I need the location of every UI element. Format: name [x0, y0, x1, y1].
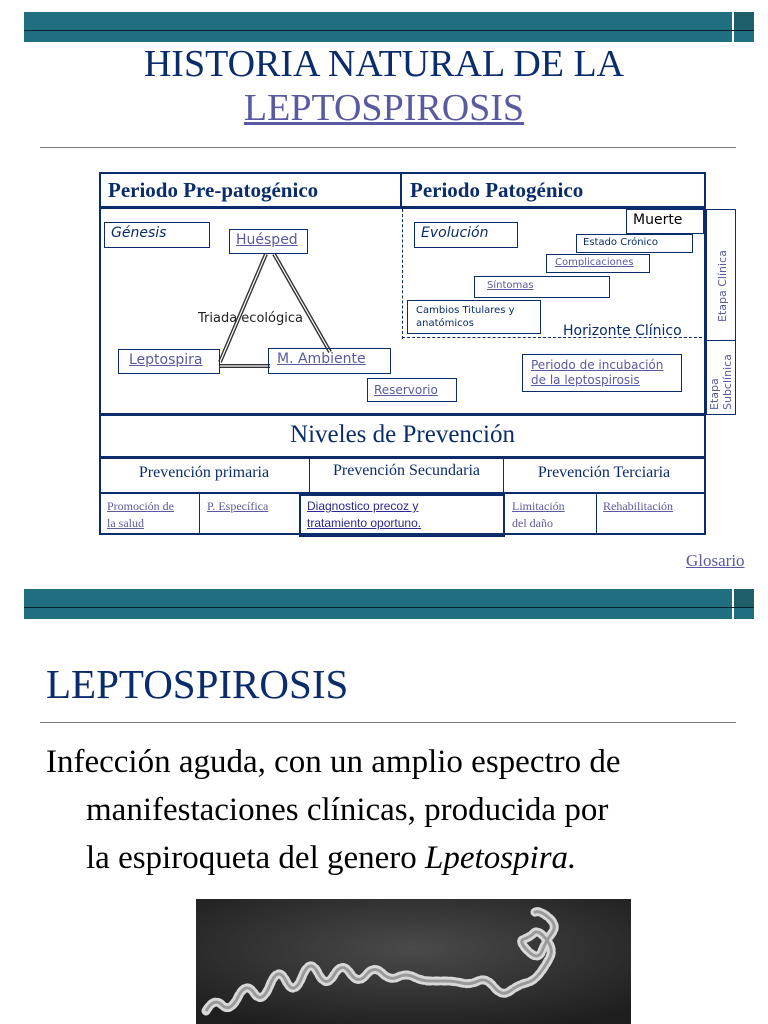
leptospira-box[interactable]: Leptospira: [118, 349, 220, 374]
slide-title: HISTORIA NATURAL DE LA LEPTOSPIROSIS: [143, 43, 625, 129]
leptospirosis-title-link[interactable]: LEPTOSPIROSIS: [243, 87, 525, 129]
slide2-header-bar: [24, 589, 768, 619]
divider-2: [40, 722, 736, 723]
genesis-label: Génesis: [104, 222, 210, 248]
clinical-horizon-line: [402, 337, 702, 338]
etapa-subclinica-label: Etapa Subclínica: [708, 354, 734, 410]
promocion-salud-link[interactable]: Promoción de la salud: [107, 499, 174, 530]
rehabilitacion-link[interactable]: Rehabilitación: [603, 499, 673, 513]
complicaciones-box[interactable]: Complicaciones: [546, 254, 650, 273]
pre-pathogenic-period: Periodo Pre-patogénico: [108, 178, 319, 202]
leptospira-micrograph-image: [196, 899, 631, 1024]
prevencion-terciaria: Prevención Terciaria: [537, 464, 671, 481]
prevencion-secundaria: Prevención Secundaria: [332, 462, 481, 479]
diagnostico-link[interactable]: Diagnostico precoz y tratamiento oportuno.: [307, 499, 422, 530]
reservorio-box[interactable]: Reservorio: [367, 378, 457, 402]
incubacion-box[interactable]: Periodo de incubación de la leptospirosis: [522, 354, 682, 392]
cambios-box: Cambios Titulares y anatómicos: [407, 300, 541, 334]
muerte-box: Muerte: [626, 209, 704, 234]
divider: [40, 147, 736, 148]
proteccion-especifica-link[interactable]: P. Específica: [207, 499, 269, 513]
slide-header-bar: [24, 12, 768, 42]
slide2-title: LEPTOSPIROSIS: [46, 661, 349, 707]
limitacion-dano: Limitación del daño: [512, 499, 565, 530]
ecological-triad-label: Triada ecológica: [198, 311, 303, 326]
sintomas-box[interactable]: Síntomas: [474, 276, 610, 298]
pathogenic-period: Periodo Patogénico: [410, 178, 584, 202]
evolucion-label: Evolución: [414, 222, 518, 248]
ambiente-box[interactable]: M. Ambiente: [268, 348, 391, 374]
etapa-clinica-label: Etapa Clínica: [716, 250, 729, 322]
glosario-link[interactable]: Glosario: [686, 551, 745, 570]
estado-cronico-box: Estado Crónico: [576, 234, 693, 253]
huesped-box[interactable]: Huésped: [229, 229, 308, 254]
prevencion-primaria: Prevención primaria: [138, 464, 270, 481]
definition-paragraph: Infección aguda, con un amplio espectro de manifestaciones clínicas, producida por la espiroqueta del genero Lpetospira.: [46, 744, 621, 876]
horizonte-clinico-label: Horizonte Clínico: [563, 323, 682, 339]
prevention-levels-title: Niveles de Prevención: [290, 421, 515, 448]
